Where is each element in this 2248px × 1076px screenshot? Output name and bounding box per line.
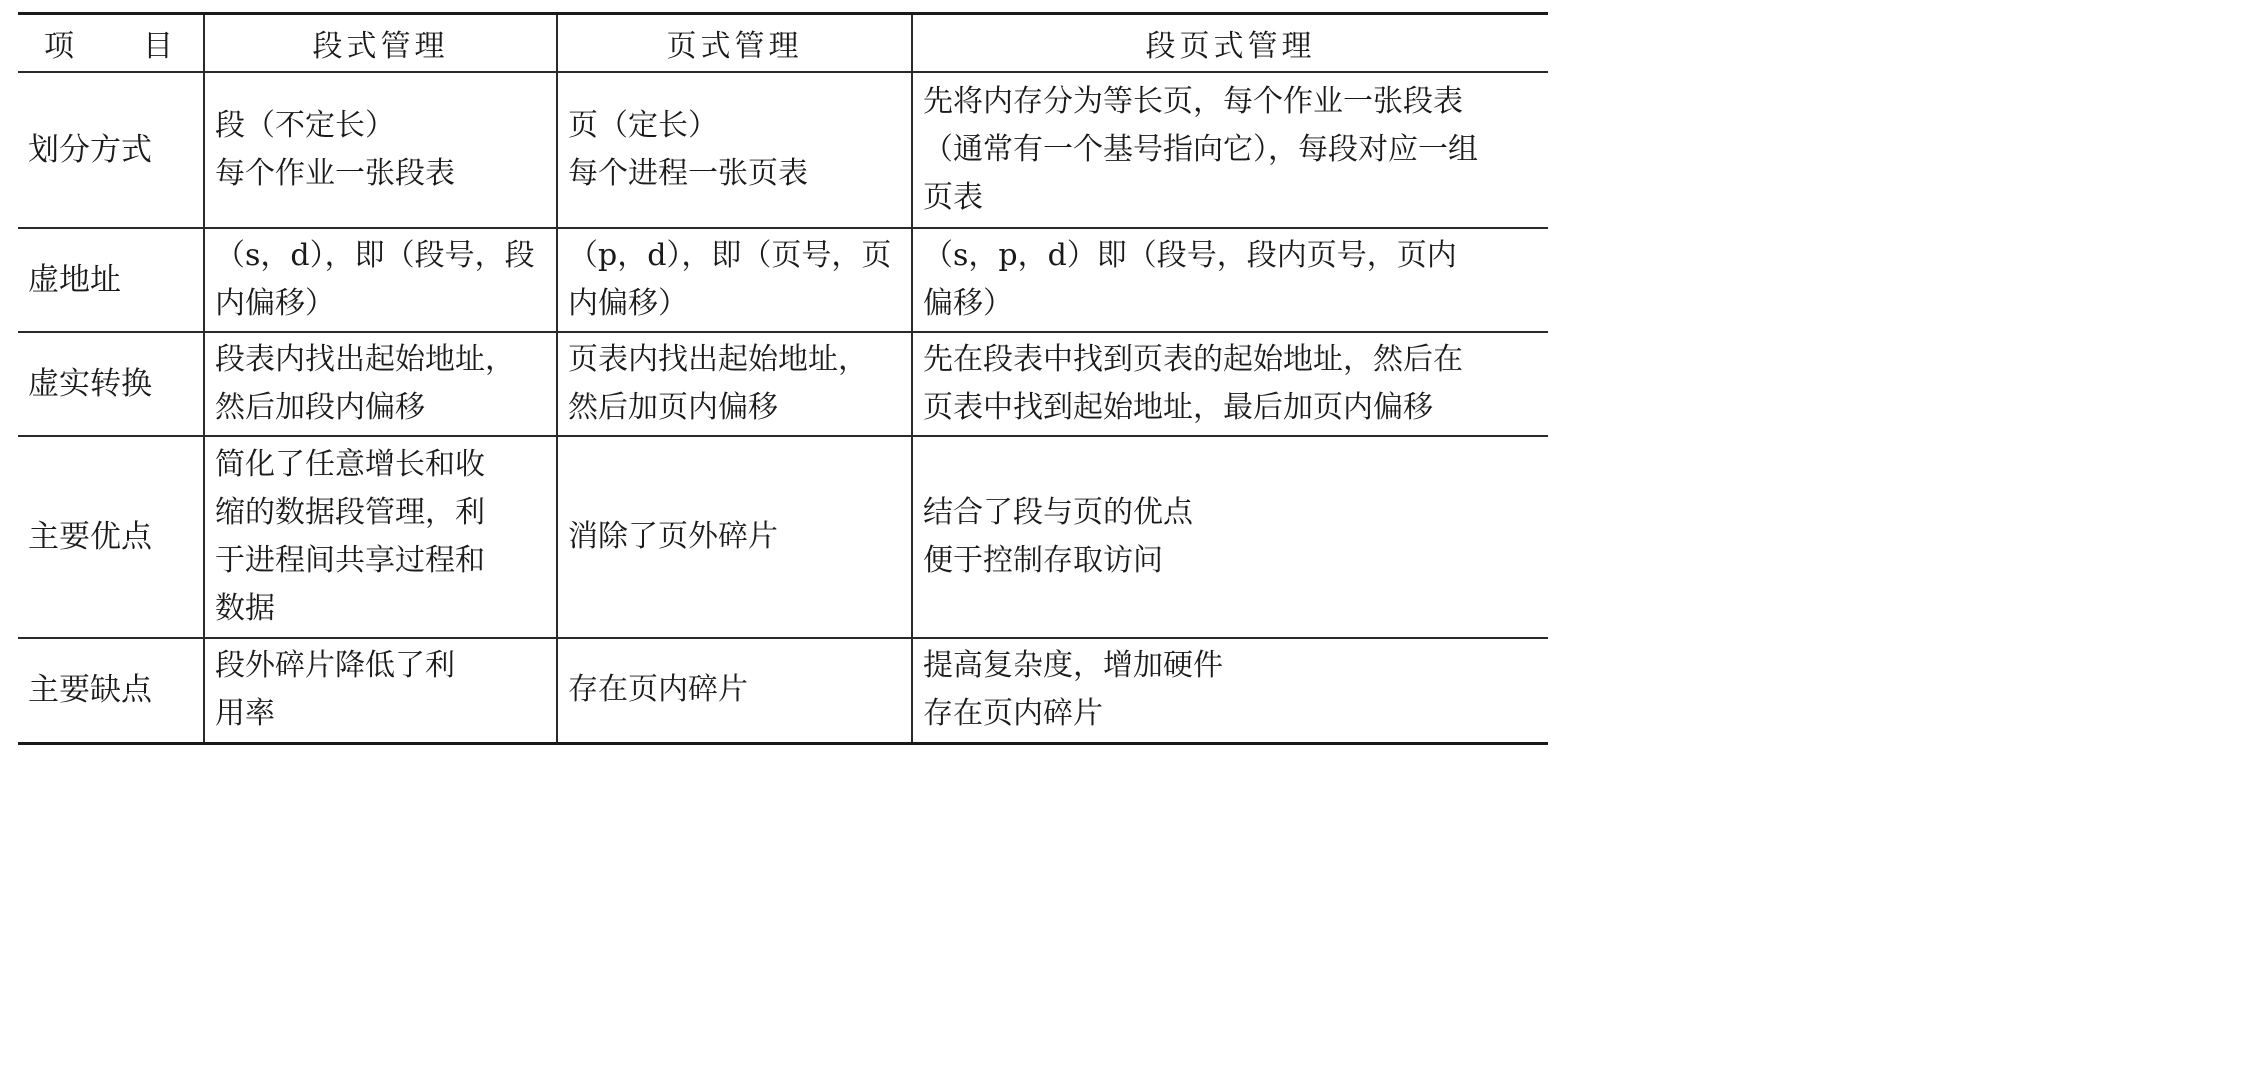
cell-line: （通常有一个基号指向它），每段对应一组 bbox=[923, 131, 1478, 167]
cell-line: 页（定长） bbox=[568, 107, 718, 143]
segpage-cell bbox=[912, 228, 1548, 332]
segpage-cell bbox=[912, 72, 1548, 228]
table-row bbox=[18, 332, 1548, 436]
segment-cell bbox=[204, 332, 557, 436]
page-cell bbox=[557, 638, 912, 744]
header-item bbox=[18, 14, 204, 72]
page-cell bbox=[557, 72, 912, 228]
row-label: 主要缺点 bbox=[18, 638, 204, 744]
table-row bbox=[18, 228, 1548, 332]
header-item-char-1: 项 bbox=[44, 28, 78, 64]
header-segpage: 段页式管理 bbox=[912, 14, 1548, 72]
cell-line: 简化了任意增长和收 bbox=[215, 446, 485, 482]
row-label: 虚实转换 bbox=[18, 332, 204, 436]
cell-line: 段外碎片降低了利 bbox=[215, 648, 455, 684]
comparison-table-wrapper bbox=[18, 12, 1548, 745]
segment-cell bbox=[204, 72, 557, 228]
row-label: 划分方式 bbox=[18, 72, 204, 228]
cell-line: 结合了段与页的优点 bbox=[923, 494, 1193, 530]
cell-line: 数据 bbox=[215, 590, 275, 626]
table-row bbox=[18, 436, 1548, 638]
page-cell bbox=[557, 228, 912, 332]
segment-cell bbox=[204, 228, 557, 332]
segpage-cell bbox=[912, 436, 1548, 638]
cell-line: 每个作业一张段表 bbox=[215, 155, 455, 191]
table-row bbox=[18, 72, 1548, 228]
cell-line: 段表内找出起始地址， bbox=[215, 341, 515, 377]
cell-line: 偏移） bbox=[923, 285, 1013, 321]
cell-line: （p，d），即（页号，页 bbox=[568, 237, 892, 273]
cell-line: 然后加页内偏移 bbox=[568, 389, 778, 425]
header-item-char-2: 目 bbox=[143, 28, 177, 64]
cell-line: 存在页内碎片 bbox=[568, 672, 748, 708]
row-label: 虚地址 bbox=[18, 228, 204, 332]
page-cell bbox=[557, 332, 912, 436]
cell-line: （s，d），即（段号，段 bbox=[215, 237, 535, 273]
header-page: 页式管理 bbox=[557, 14, 912, 72]
cell-line: 内偏移） bbox=[215, 285, 335, 321]
row-label: 主要优点 bbox=[18, 436, 204, 638]
cell-line: 先将内存分为等长页，每个作业一张段表 bbox=[923, 83, 1463, 119]
cell-line: 页表 bbox=[923, 179, 983, 215]
cell-line: 页表内找出起始地址， bbox=[568, 341, 868, 377]
cell-line: 缩的数据段管理，利 bbox=[215, 494, 485, 530]
cell-line: 用率 bbox=[215, 696, 275, 732]
cell-line: 存在页内碎片 bbox=[923, 696, 1103, 732]
page-cell bbox=[557, 436, 912, 638]
cell-line: 于进程间共享过程和 bbox=[215, 542, 485, 578]
memory-management-comparison-table bbox=[18, 12, 1548, 745]
cell-line: 页表中找到起始地址，最后加页内偏移 bbox=[923, 389, 1433, 425]
header-row bbox=[18, 14, 1548, 72]
segment-cell bbox=[204, 638, 557, 744]
segpage-cell bbox=[912, 638, 1548, 744]
cell-line: 便于控制存取访问 bbox=[923, 542, 1163, 578]
cell-line: 提高复杂度，增加硬件 bbox=[923, 648, 1223, 684]
segpage-cell bbox=[912, 332, 1548, 436]
cell-line: 先在段表中找到页表的起始地址，然后在 bbox=[923, 341, 1463, 377]
cell-line: 内偏移） bbox=[568, 285, 688, 321]
cell-line: 消除了页外碎片 bbox=[568, 518, 778, 554]
header-segment: 段式管理 bbox=[204, 14, 557, 72]
cell-line: （s，p，d）即（段号，段内页号，页内 bbox=[923, 237, 1457, 273]
cell-line: 然后加段内偏移 bbox=[215, 389, 425, 425]
cell-line: 每个进程一张页表 bbox=[568, 155, 808, 191]
cell-line: 段（不定长） bbox=[215, 107, 395, 143]
table-row bbox=[18, 638, 1548, 744]
segment-cell bbox=[204, 436, 557, 638]
